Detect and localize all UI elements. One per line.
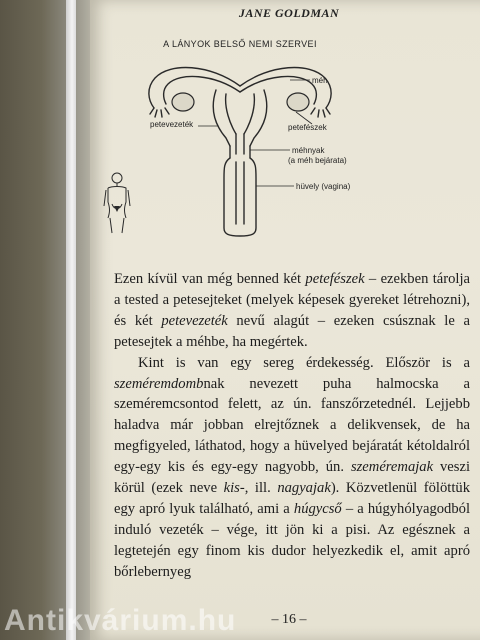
text-run: veszi körül (ezek neve xyxy=(114,459,470,497)
text-run: Ezen kívül van még benned két xyxy=(114,271,306,287)
italic-term: húgycső xyxy=(293,500,342,517)
text-run: Kint is van egy sereg érdekesség. Először is a xyxy=(138,354,470,371)
watermark: Antikvárium.hu xyxy=(4,604,237,637)
page-edge xyxy=(66,0,76,640)
text-run: nak nevezett puha halmocska a szeméremcsontod felett, az ún. fanszőrzetednél. Lejjebb haladva már jobban elrejtőznek a delikvensek, de ha megfigyeled, láthatod, hogy a hüvelyed bejáratát kétoldalról egy-egy kis és egy-egy nagyobb, ún. xyxy=(114,375,470,476)
paragraph-2 xyxy=(114,353,470,583)
paragraph-1 xyxy=(114,269,470,353)
italic-term: kis- xyxy=(223,480,245,497)
running-header: JANE GOLDMAN xyxy=(238,6,340,20)
right-ovary xyxy=(287,93,309,111)
label-mehnyak: méhnyak xyxy=(292,146,325,155)
silhouette-marker xyxy=(114,206,120,212)
figure-title: A LÁNYOK BELSŐ NEMI SZERVEI xyxy=(163,39,317,49)
text-run: nevű alagút – ezeken csúsznak le a petesejtek a méhbe, ha megértek. xyxy=(114,312,470,350)
text-run: – ezekben tárolja a tested a petesejteket (melyek képesek gyereket létrehozni), és két xyxy=(114,271,470,329)
italic-term: petevezeték xyxy=(161,312,228,329)
text-run: – a húgyhólyagodból induló vezeték – vége, itt jön ki a pisi. Az egésznek a legtetején egy finom kis dudor helyezkedik el, amit apró bőrlebernyeg xyxy=(114,500,471,580)
book-gutter-shadow xyxy=(0,0,92,640)
label-meh: méh xyxy=(312,76,328,85)
label-petevezetek: petevezeték xyxy=(150,120,194,129)
body-text xyxy=(114,269,470,583)
italic-term: szeméremdomb xyxy=(114,375,204,392)
label-huvely: hüvely (vagina) xyxy=(296,182,351,191)
left-ovary xyxy=(172,93,194,111)
text-run: ). Közvetlenül fölöttük egy apró lyuk található, ami a xyxy=(114,480,470,517)
text-run: , ill. xyxy=(244,480,278,497)
label-meh-bejarata: (a méh bejárata) xyxy=(288,156,347,165)
page-number: – 16 – xyxy=(271,612,307,627)
body-silhouette-icon xyxy=(104,173,130,233)
anatomy-diagram xyxy=(90,28,480,268)
italic-term: szeméremajak xyxy=(350,459,434,476)
italic-term: nagyajak xyxy=(277,480,331,497)
italic-term: petefészek xyxy=(305,271,365,287)
label-petefeszek: petefészek xyxy=(288,123,327,132)
